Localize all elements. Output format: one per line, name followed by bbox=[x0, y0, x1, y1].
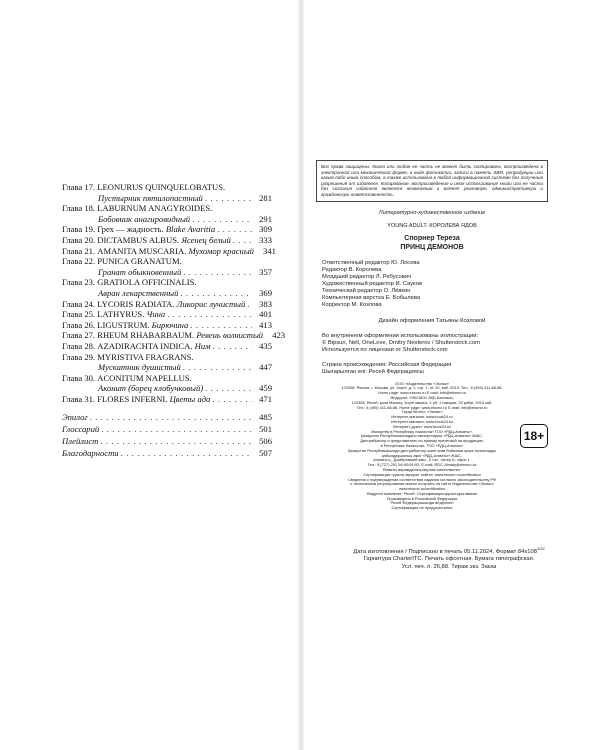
chapter-number: Глава 22. bbox=[62, 256, 96, 267]
table-of-contents bbox=[62, 182, 286, 460]
toc-entry bbox=[62, 256, 272, 277]
series-line: YOUNG ADULT. КОРОЛЕВА ЯДОВ bbox=[387, 222, 477, 229]
dot-leader bbox=[217, 224, 252, 235]
chapter-number: Глава 20. bbox=[62, 234, 96, 245]
toc-entry bbox=[62, 373, 272, 394]
chapter-number: Глава 29. bbox=[62, 351, 96, 362]
chapter-russian-title: Пустырник пятилопастный bbox=[98, 192, 203, 203]
dot-leader bbox=[180, 288, 252, 299]
chapter-number: Глава 17. bbox=[62, 182, 96, 192]
toc-row bbox=[62, 214, 272, 225]
illustration-credits bbox=[316, 333, 548, 354]
toc-entry bbox=[62, 330, 286, 341]
dot-leader bbox=[205, 193, 252, 204]
publisher-line: Ресей Федерациясында өндірілген bbox=[390, 501, 454, 506]
toc-row bbox=[62, 383, 272, 394]
toc-row bbox=[62, 352, 272, 363]
publisher-line: Home page: www.eksmo.ru E-mail: info@eksmo.ru bbox=[377, 391, 467, 396]
toc-entry bbox=[62, 341, 272, 352]
toc-spacer bbox=[62, 404, 272, 412]
chapter-latin-title: AZADIRACHTA INDICA. bbox=[97, 340, 193, 351]
page-number: 423 bbox=[272, 330, 286, 341]
publisher-line: в Республике Казахстан: ТОО «РДЦ-Алматы» bbox=[380, 443, 464, 448]
publisher-line: Қазақстан Республикасындағы импорттаушы «РДЦ-Алматы» ЖШС. bbox=[360, 434, 484, 439]
origin-line: Страна происхождения: Российская Федерация bbox=[322, 361, 452, 368]
dot-leader bbox=[183, 362, 252, 373]
toc-row bbox=[62, 373, 272, 384]
toc-row bbox=[62, 448, 272, 459]
chapter-number: Глава 23. bbox=[62, 277, 96, 288]
page-number: 447 bbox=[259, 362, 272, 373]
chapter-latin-title: GRATIOLA OFFICINALIS. bbox=[97, 277, 197, 288]
chapter-number: Глава 26. bbox=[62, 319, 96, 330]
toc-back-matter bbox=[62, 412, 272, 458]
publisher-line: Сертификация туралы ақпарат сайтта: www.eksmo.ru/certification bbox=[363, 472, 481, 477]
page-number: 309 bbox=[259, 224, 272, 235]
toc-heading bbox=[62, 203, 212, 214]
illustration-credit-line: Используется по лицензии от Shutterstock.com bbox=[322, 346, 448, 353]
page-number: 501 bbox=[259, 424, 272, 435]
page-number: 401 bbox=[259, 309, 272, 320]
staff-line: Редактор В. Королева bbox=[322, 266, 382, 273]
genre-line: Литературно-художественное издание bbox=[378, 209, 486, 216]
publisher-line: Сведения о подтверждении соответствия издания согласно законодательству РФ bbox=[347, 477, 497, 482]
toc-row bbox=[62, 412, 272, 423]
publisher-line: Сертификация не предусмотрена bbox=[391, 506, 453, 511]
publisher-line: Дистрибьютор и представитель по приему претензий на продукцию, bbox=[360, 439, 484, 444]
design-credit: Дизайн оформления Татьяны Козловой bbox=[378, 317, 486, 324]
toc-heading bbox=[62, 309, 165, 320]
chapter-russian-title: Бобовник анагировидный bbox=[98, 213, 191, 224]
chapter-russian-title: Мускатник душистый bbox=[98, 362, 181, 373]
publisher-line: ООО «Издательство «Эксмо» bbox=[395, 381, 449, 386]
toc-heading bbox=[62, 256, 182, 267]
dot-leader bbox=[100, 436, 252, 447]
publisher-line: Алматы қ., Домбровский көш., 3 «а», литер Б, офис 1. bbox=[373, 458, 471, 463]
publisher-line: 123308, Россия, г. Москва, ул. Зорге, д. 1, стр. 1, эт. 20, каб. 2013. Тел.: 8 (495) 411-68-86. bbox=[341, 386, 503, 391]
chapter-russian-title: Цветы ада bbox=[169, 393, 211, 404]
chapter-number: Глава 24. bbox=[62, 298, 96, 309]
toc-row bbox=[62, 436, 272, 447]
chapter-latin-title: PUNICA GRANATUM. bbox=[97, 256, 182, 267]
chapter-latin-title: FLORES INFERNI. bbox=[97, 393, 168, 404]
print-details bbox=[344, 545, 554, 571]
toc-heading bbox=[62, 373, 192, 384]
staff-line: Младший редактор Л. Ребусович bbox=[322, 273, 412, 280]
toc-row bbox=[62, 193, 272, 204]
staff-line: Ответственный редактор Ю. Лосева bbox=[322, 259, 420, 266]
publisher-line: Өндіруші: «ЭКСМО» АҚБ Баспасы, bbox=[390, 395, 454, 400]
page-number: 435 bbox=[259, 340, 272, 351]
chapter-latin-title: LABURNUM ANAGYROIDES. bbox=[97, 203, 213, 214]
toc-entry bbox=[62, 224, 272, 235]
publisher-line: о техническом регулировании можно получить на сайте Издательства «Эксмо» bbox=[350, 482, 494, 487]
chapter-russian-title: Ним bbox=[194, 340, 211, 351]
publisher-line: Тел.: 8 (727) 251-59-90/91/92; E-mail: RDC-Almaty@eksmo.kz bbox=[367, 463, 477, 468]
back-matter-title: Глоссарий bbox=[62, 424, 100, 435]
chapter-latin-title: Грех — жадность. bbox=[97, 224, 164, 235]
print-line-1 bbox=[344, 545, 554, 556]
chapter-russian-title: Мухомор красный bbox=[188, 245, 254, 256]
toc-entry bbox=[62, 182, 272, 203]
publisher-line: Импортёр в Республику Казахстан ТОО «РДЦ-Алматы». bbox=[371, 429, 473, 434]
toc-row bbox=[62, 362, 272, 373]
chapter-number: Глава 21. bbox=[62, 245, 96, 256]
page-number: 341 bbox=[263, 245, 276, 256]
imprint-page bbox=[316, 160, 548, 511]
print-date-format: Дата изготовления / Подписано в печать 05.11.2024. Формат 84x108 bbox=[353, 548, 537, 555]
toc-row bbox=[62, 235, 272, 246]
country-of-origin bbox=[316, 362, 548, 376]
book-gutter bbox=[298, 0, 304, 750]
format-fraction: 1/32 bbox=[536, 546, 545, 551]
publisher-line: 123308, Ресей, қала Мәскеу, Зорге көшесі, 1 үй, 1 ғимарат, 20 қабат, 2013 каб. bbox=[351, 400, 493, 405]
toc-entry bbox=[62, 299, 272, 310]
publisher-line: Тауар белгісі: «Эксмо» bbox=[401, 410, 443, 415]
chapter-russian-title: Гранат обыкновенный bbox=[98, 266, 182, 277]
toc-row bbox=[62, 267, 272, 278]
chapter-russian-title: Авран лекарственный bbox=[98, 287, 179, 298]
toc-row bbox=[62, 341, 272, 352]
toc-row bbox=[62, 299, 272, 310]
staff-line: Компьютерная верстка Е. Бобылева bbox=[322, 294, 421, 301]
chapter-latin-title: MYRISTIVA FRAGRANS. bbox=[97, 351, 194, 362]
chapter-latin-title: LATHYRUS. bbox=[97, 309, 145, 320]
toc-row bbox=[62, 256, 272, 267]
back-matter-title: Благодарности bbox=[62, 447, 119, 458]
toc-row bbox=[62, 277, 272, 288]
toc-entry bbox=[62, 203, 272, 224]
chapter-latin-title: ACONITUM NAPELLUS. bbox=[97, 372, 192, 383]
publisher-line: Интернет-магазин: www.book24.ru bbox=[391, 415, 453, 420]
toc-entry bbox=[62, 309, 272, 320]
dot-leader bbox=[205, 383, 252, 394]
page-number: 369 bbox=[259, 287, 272, 298]
dot-leader bbox=[183, 267, 252, 278]
toc-row bbox=[62, 394, 272, 405]
toc-row bbox=[62, 330, 286, 341]
page-number: 507 bbox=[259, 447, 272, 458]
chapter-latin-title: LEONURUS QUINQUELOBATUS. bbox=[97, 182, 226, 192]
toc-entry bbox=[62, 394, 272, 405]
dot-leader bbox=[212, 394, 252, 405]
chapter-number: Глава 18. bbox=[62, 203, 96, 214]
print-line-2: Гарнитура CharterITC. Печать офсетная. Бумага типографская. bbox=[363, 556, 535, 563]
page-number: 383 bbox=[259, 298, 272, 309]
dot-leader bbox=[233, 235, 252, 246]
book-title: ПРИНЦ ДЕМОНОВ bbox=[400, 243, 464, 251]
toc-entry bbox=[62, 352, 272, 373]
toc-row bbox=[62, 424, 272, 435]
publisher-line: Интернет-магазин: www.book24.kz bbox=[391, 419, 453, 424]
dot-leader bbox=[190, 320, 252, 331]
dot-leader bbox=[121, 448, 252, 459]
chapter-russian-title: Ликорис лучистый bbox=[176, 298, 246, 309]
page-number: 506 bbox=[259, 436, 272, 447]
chapter-russian-title: Аконит (борец клобучковый) bbox=[98, 383, 204, 394]
toc-heading bbox=[62, 224, 215, 235]
toc-entry bbox=[62, 245, 276, 257]
copyright-notice: Все права защищены. Книга или любая ее часть не может быть скопирована, воспроизведена в электронной или механической форме, в виде фотокопии, записи в память ЭВМ, репродукции или каким-либо иным способом, а также использована в любой информационной системе без получения разрешения от издателя. Копирование, воспроизведение и иное использование книги или ее части без согласия издателя является незаконным и влечет уголовную, административную и гражданскую ответственность. bbox=[316, 160, 548, 202]
toc-row bbox=[62, 309, 272, 320]
page-number: 459 bbox=[259, 383, 272, 394]
toc-row bbox=[62, 288, 272, 299]
chapter-latin-title: RHEUM RHABARBAUM. bbox=[97, 330, 195, 341]
dot-leader bbox=[90, 412, 252, 423]
chapter-russian-title: Ревень волнистый bbox=[196, 330, 264, 341]
toc-entry bbox=[62, 235, 272, 246]
page-number: 291 bbox=[259, 213, 272, 224]
publisher-line: Тел.: 8 (495) 411-68-86. Home page: www.eksmo.ru E-mail: info@eksmo.ru bbox=[356, 405, 488, 410]
dot-leader bbox=[247, 299, 252, 310]
editorial-staff bbox=[316, 260, 548, 309]
toc-heading bbox=[62, 330, 263, 341]
page-number: 333 bbox=[259, 234, 272, 245]
toc-heading bbox=[62, 235, 231, 246]
illustration-credit-line: Во внутреннем оформлении использованы иллюстрации: bbox=[322, 332, 479, 339]
dot-leader bbox=[192, 214, 252, 225]
toc-heading bbox=[62, 299, 245, 310]
chapter-number: Глава 27. bbox=[62, 330, 96, 341]
chapter-number: Глава 31. bbox=[62, 393, 96, 404]
chapter-number: Глава 19. bbox=[62, 224, 96, 235]
staff-line: Технический редактор О. Лёвкин bbox=[322, 287, 411, 294]
age-rating-badge: 18+ bbox=[520, 424, 548, 448]
toc-heading bbox=[62, 394, 210, 405]
chapter-russian-title: Чина bbox=[146, 309, 166, 320]
illustration-credit-line: © Bipsun, Nell, OneLove, Dmitry Nesterov / Shutterstock.com bbox=[322, 339, 480, 346]
dot-leader bbox=[167, 309, 252, 320]
chapter-number: Глава 28. bbox=[62, 340, 96, 351]
back-matter-title: Плейлист bbox=[62, 436, 99, 447]
chapter-number: Глава 25. bbox=[62, 309, 96, 320]
chapter-russian-title: Бирючина bbox=[151, 319, 189, 330]
publisher-line: Өндірген мемлекет: Ресей. Сертификация қарастырылмаған bbox=[366, 491, 478, 496]
page-number: 485 bbox=[259, 412, 272, 423]
page-number: 471 bbox=[259, 393, 272, 404]
toc-row bbox=[62, 245, 276, 257]
toc-heading bbox=[62, 341, 211, 352]
toc-heading bbox=[62, 246, 254, 257]
toc-heading bbox=[62, 182, 225, 193]
origin-line: Шығарылған елі: Ресей Федерациясы bbox=[322, 368, 424, 375]
publisher-line: Произведено в Российской Федерации bbox=[386, 496, 458, 501]
toc-heading bbox=[62, 352, 194, 363]
toc-entry bbox=[62, 277, 272, 298]
toc-row bbox=[62, 224, 272, 235]
publisher-line: қабылдаушының өкілі «РДЦ-Алматы» ЖШС, bbox=[381, 453, 463, 458]
chapter-latin-title: LYCORIS RADIATA. bbox=[97, 298, 175, 309]
toc-heading bbox=[62, 277, 197, 288]
publisher-line: www.eksmo.ru/certification bbox=[398, 487, 446, 492]
dot-leader bbox=[101, 424, 252, 435]
author-name: Спорнер Тереза bbox=[404, 234, 460, 242]
publisher-line: Өнімнің жарамдылық мерзімі шектелмеген. bbox=[382, 467, 462, 472]
toc-row bbox=[62, 320, 272, 331]
toc-row bbox=[62, 203, 272, 214]
staff-line: Художественный редактор И. Сауков bbox=[322, 280, 423, 287]
chapter-number: Глава 30. bbox=[62, 372, 96, 383]
chapter-russian-title: Blake Avaritia bbox=[165, 224, 216, 235]
chapter-latin-title: LIGUSTRUM. bbox=[97, 319, 150, 330]
page-number: 357 bbox=[259, 266, 272, 277]
chapter-latin-title: DICTAMBUS ALBUS. bbox=[97, 234, 180, 245]
dot-leader bbox=[213, 341, 252, 352]
toc-heading bbox=[62, 320, 188, 331]
publisher-details bbox=[338, 382, 506, 512]
publisher-line: Қазақстан Республикасында дистрибьютор және өнім бойынша арыз-талаптарды bbox=[348, 448, 496, 453]
page-number: 413 bbox=[259, 319, 272, 330]
staff-line: Корректор М. Козлова bbox=[322, 301, 382, 308]
page-number: 281 bbox=[259, 192, 272, 203]
toc-entry bbox=[62, 320, 272, 331]
print-line-3: Усл. печ. л. 26,88. Тираж экз. Заказ bbox=[401, 563, 497, 570]
chapter-russian-title: Ясенец белый bbox=[181, 234, 231, 245]
publisher-line: Интернет-дүкен: www.book24.kz bbox=[393, 424, 451, 429]
toc-row bbox=[62, 182, 272, 193]
chapter-latin-title: AMANITA MUSCARIA. bbox=[97, 245, 187, 256]
back-matter-title: Эпилог bbox=[62, 412, 88, 423]
